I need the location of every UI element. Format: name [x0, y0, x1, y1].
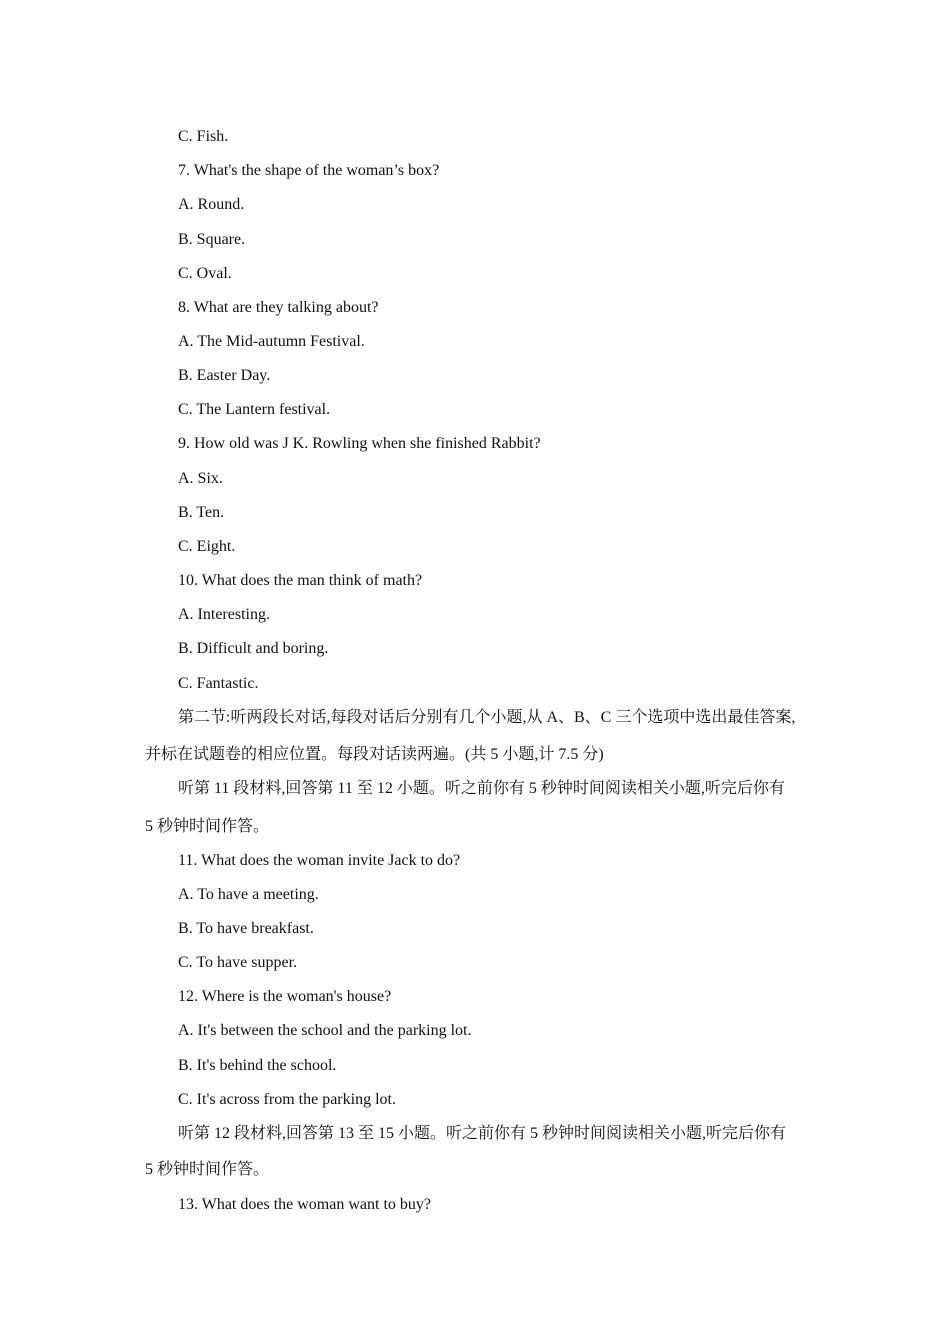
option-7c: C. Oval.: [178, 265, 232, 282]
option-10c: C. Fantastic.: [178, 675, 259, 692]
passage-12-instruction: 听第 12 段材料,回答第 13 至 15 小题。听之前你有 5 秒钟时间阅读相关小题,听完后你有: [178, 1125, 787, 1142]
option-8c: C. The Lantern festival.: [178, 401, 331, 418]
question-13: 13. What does the woman want to buy?: [178, 1196, 431, 1213]
question-11: 11. What does the woman invite Jack to do?: [178, 852, 461, 869]
question-7: 7. What's the shape of the woman’s box?: [178, 162, 440, 179]
option-7a: A. Round.: [178, 196, 245, 213]
option-12a: A. It's between the school and the parking lot.: [178, 1022, 472, 1039]
question-10: 10. What does the man think of math?: [178, 572, 423, 589]
option-10a: A. Interesting.: [178, 606, 270, 623]
option-7b: B. Square.: [178, 231, 246, 248]
passage-12-instruction-cont: 5 秒钟时间作答。: [145, 1161, 270, 1178]
option-12b: B. It's behind the school.: [178, 1057, 337, 1074]
option-12c: C. It's across from the parking lot.: [178, 1091, 396, 1108]
option-9b: B. Ten.: [178, 504, 225, 521]
option-6c: C. Fish.: [178, 128, 229, 145]
passage-11-instruction-cont: 5 秒钟时间作答。: [145, 818, 270, 835]
option-11b: B. To have breakfast.: [178, 920, 314, 937]
option-11c: C. To have supper.: [178, 954, 298, 971]
option-11a: A. To have a meeting.: [178, 886, 319, 903]
option-8b: B. Easter Day.: [178, 367, 271, 384]
question-9: 9. How old was J K. Rowling when she finished Rabbit?: [178, 435, 541, 452]
option-9c: C. Eight.: [178, 538, 236, 555]
option-10b: B. Difficult and boring.: [178, 640, 329, 657]
option-8a: A. The Mid-autumn Festival.: [178, 333, 365, 350]
section-2-instruction-cont: 并标在试题卷的相应位置。每段对话读两遍。(共 5 小题,计 7.5 分): [145, 746, 604, 763]
passage-11-instruction: 听第 11 段材料,回答第 11 至 12 小题。听之前你有 5 秒钟时间阅读相关小题,听完后你有: [178, 780, 785, 797]
question-12: 12. Where is the woman's house?: [178, 988, 392, 1005]
option-9a: A. Six.: [178, 470, 223, 487]
section-2-instruction: 第二节:听两段长对话,每段对话后分别有几个小题,从 A、B、C 三个选项中选出最佳答案,: [178, 709, 796, 726]
question-8: 8. What are they talking about?: [178, 299, 379, 316]
